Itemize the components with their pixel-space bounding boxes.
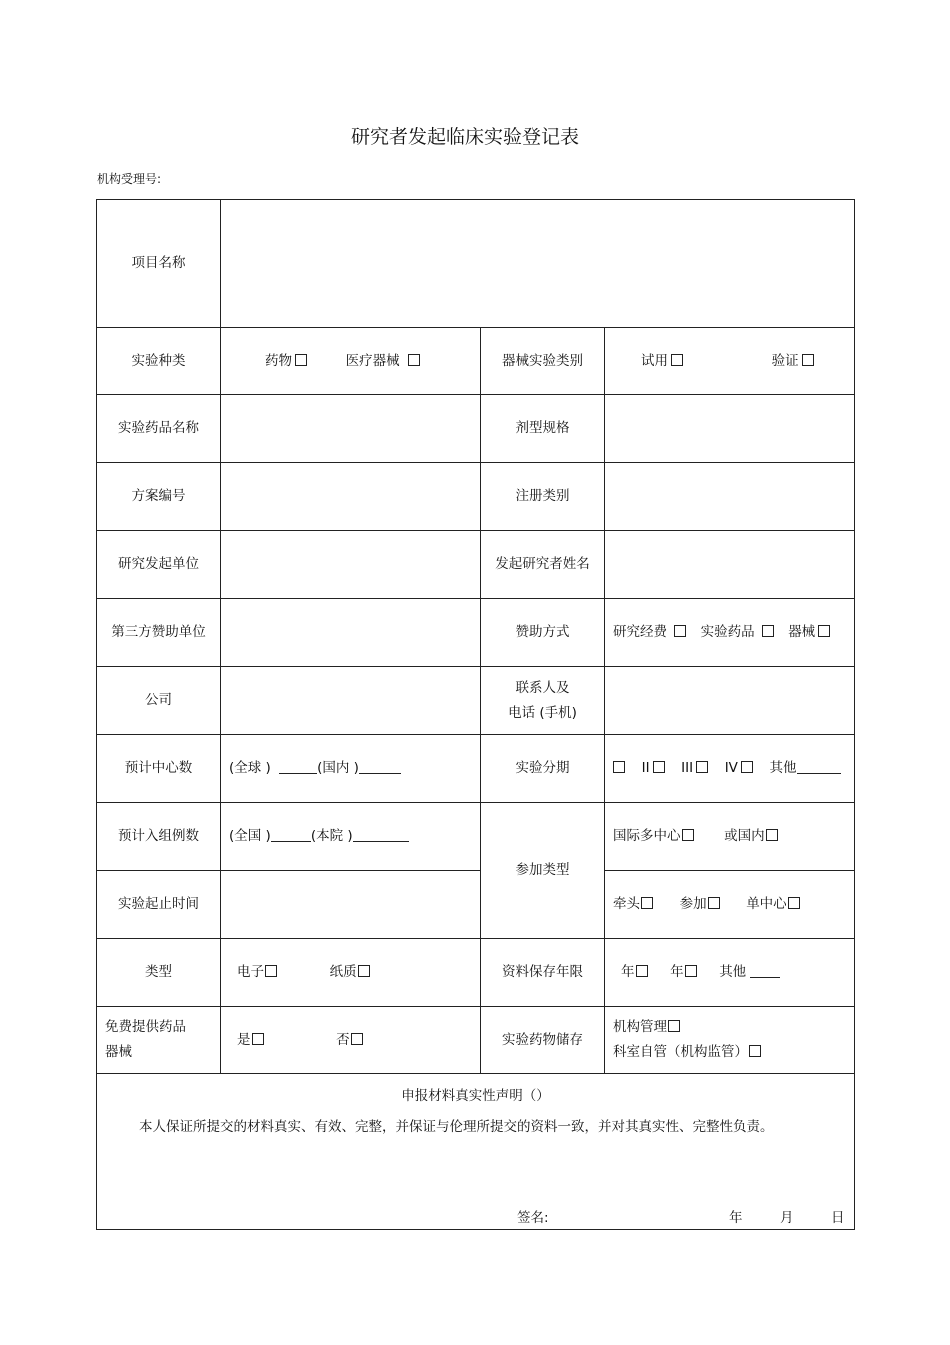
checkbox-electronic[interactable] <box>265 965 277 977</box>
label-global: (全球 ) <box>229 760 271 777</box>
option-domestic-label: 或国内 <box>724 828 765 845</box>
checkbox-single-center[interactable] <box>788 897 800 909</box>
field-exp-type <box>221 328 481 395</box>
date-month-label: 月 <box>780 1210 794 1226</box>
checkbox-research-fund[interactable] <box>674 625 686 637</box>
blank-hospital[interactable] <box>353 829 409 842</box>
label-project-name: 项目名称 <box>97 200 221 328</box>
institution-number-label: 机构受理号: <box>97 172 162 186</box>
field-centers <box>221 735 481 803</box>
checkbox-domestic[interactable] <box>766 829 778 841</box>
label-free-supply <box>97 1007 221 1074</box>
blank-phase-other[interactable] <box>797 761 841 774</box>
field-third-party[interactable] <box>221 599 481 667</box>
label-third-party: 第三方赞助单位 <box>97 599 221 667</box>
label-free-supply-line1: 免费提供药品 <box>105 1019 186 1036</box>
option-inst-mgmt-label: 机构管理 <box>613 1019 667 1036</box>
field-reg-category[interactable] <box>605 463 855 531</box>
label-participation: 参加类型 <box>481 803 605 939</box>
option-retention-other-label: 其他 <box>719 964 747 981</box>
checkbox-phase-1[interactable] <box>613 761 625 773</box>
label-device-exp-category: 器械实验类别 <box>481 328 605 395</box>
option-exp-drug-label: 实验药品 <box>700 624 755 641</box>
option-research-fund-label: 研究经费 <box>613 624 667 641</box>
label-exp-type: 实验种类 <box>97 328 221 395</box>
field-sponsor-investigator[interactable] <box>605 531 855 599</box>
field-storage <box>605 1007 855 1074</box>
checkbox-phase-2[interactable] <box>653 761 665 773</box>
label-period: 实验起止时间 <box>97 871 221 939</box>
checkbox-lead[interactable] <box>641 897 653 909</box>
label-enrollment: 预计入组例数 <box>97 803 221 871</box>
checkbox-phase-4[interactable] <box>741 761 753 773</box>
option-year-b-label: 年 <box>670 964 684 981</box>
field-funding-mode <box>605 599 855 667</box>
option-join-label: 参加 <box>679 896 707 913</box>
checkbox-drug[interactable] <box>295 354 307 366</box>
checkbox-exp-drug[interactable] <box>762 625 774 637</box>
declaration-body: 本人保证所提交的材料真实、有效、完整，并保证与伦理所提交的资料一致，并对其真实性、完整性负责。 <box>139 1119 774 1135</box>
page-title: 研究者发起临床实验登记表 <box>350 126 579 148</box>
option-electronic-label: 电子 <box>237 964 264 981</box>
field-free-supply <box>221 1007 481 1074</box>
checkbox-paper[interactable] <box>358 965 370 977</box>
label-sponsor-investigator: 发起研究者姓名 <box>481 531 605 599</box>
checkbox-trial[interactable] <box>671 354 683 366</box>
blank-national[interactable] <box>271 829 311 842</box>
blank-retention-other[interactable] <box>750 965 780 978</box>
field-project-name[interactable] <box>221 200 855 328</box>
label-hospital: (本院 ) <box>310 828 353 845</box>
checkbox-dept-mgmt[interactable] <box>749 1045 761 1057</box>
field-participation-role <box>605 871 855 939</box>
checkbox-intl-multi[interactable] <box>682 829 694 841</box>
checkbox-join[interactable] <box>708 897 720 909</box>
checkbox-inst-mgmt[interactable] <box>668 1020 680 1032</box>
label-sponsor-unit: 研究发起单位 <box>97 531 221 599</box>
label-contact-line1: 联系人及 <box>515 679 570 696</box>
label-contact <box>481 667 605 735</box>
label-funding-mode: 赞助方式 <box>481 599 605 667</box>
date-year-label: 年 <box>729 1210 743 1226</box>
label-free-supply-line2: 器械 <box>105 1044 132 1060</box>
field-company[interactable] <box>221 667 481 735</box>
checkbox-yes[interactable] <box>252 1033 264 1045</box>
field-retention <box>605 939 855 1007</box>
label-type: 类型 <box>97 939 221 1007</box>
checkbox-no[interactable] <box>351 1033 363 1045</box>
label-centers: 预计中心数 <box>97 735 221 803</box>
field-sponsor-unit[interactable] <box>221 531 481 599</box>
field-device-exp-category <box>605 328 855 395</box>
declaration-section <box>97 1074 855 1230</box>
label-storage: 实验药物储存 <box>481 1007 605 1074</box>
option-phase-2-label: II <box>641 760 650 777</box>
label-drug-name: 实验药品名称 <box>97 395 221 463</box>
label-protocol-no: 方案编号 <box>97 463 221 531</box>
option-phase-4-label: IV <box>724 760 738 777</box>
label-dosage-spec: 剂型规格 <box>481 395 605 463</box>
option-paper-label: 纸质 <box>329 964 357 981</box>
option-year-a-label: 年 <box>621 964 635 981</box>
option-lead-label: 牵头 <box>613 896 640 913</box>
checkbox-phase-3[interactable] <box>696 761 708 773</box>
option-intl-multi-label: 国际多中心 <box>613 828 681 845</box>
date-day-label: 日 <box>831 1210 845 1226</box>
field-contact[interactable] <box>605 667 855 735</box>
label-company: 公司 <box>97 667 221 735</box>
field-drug-name[interactable] <box>221 395 481 463</box>
option-dept-mgmt-label: 科室自管（机构监管） <box>613 1044 748 1060</box>
option-drug-label: 药物 <box>265 352 292 369</box>
field-participation-scope <box>605 803 855 871</box>
checkbox-year-b[interactable] <box>685 965 697 977</box>
registration-form <box>96 199 855 1230</box>
blank-domestic[interactable] <box>359 761 401 774</box>
option-phase-3-label: III <box>681 760 694 777</box>
option-yes-label: 是 <box>237 1031 251 1048</box>
label-reg-category: 注册类别 <box>481 463 605 531</box>
checkbox-validation[interactable] <box>802 354 814 366</box>
label-domestic: (国内 ) <box>317 760 359 777</box>
option-trial-label: 试用 <box>641 352 668 369</box>
option-phase-other-label: 其他 <box>769 760 797 777</box>
checkbox-device[interactable] <box>408 354 420 366</box>
field-type <box>221 939 481 1007</box>
field-phase <box>605 735 855 803</box>
option-equipment-label: 器械 <box>788 624 816 641</box>
declaration-title: 申报材料真实性声明（） <box>401 1088 550 1104</box>
signature-label: 签名: <box>517 1210 549 1226</box>
label-national: (全国 ) <box>229 828 271 845</box>
blank-global[interactable] <box>279 761 317 774</box>
label-phase: 实验分期 <box>481 735 605 803</box>
option-no-label: 否 <box>336 1031 350 1048</box>
option-single-center-label: 单中心 <box>746 896 787 913</box>
checkbox-year-a[interactable] <box>636 965 648 977</box>
label-retention: 资料保存年限 <box>481 939 605 1007</box>
field-enrollment <box>221 803 481 871</box>
checkbox-equipment[interactable] <box>818 625 830 637</box>
field-period[interactable] <box>221 871 481 939</box>
field-dosage-spec[interactable] <box>605 395 855 463</box>
label-contact-line2: 电话 (手机) <box>508 704 577 721</box>
option-device-label: 医疗器械 <box>345 352 400 369</box>
field-protocol-no[interactable] <box>221 463 481 531</box>
option-validation-label: 验证 <box>771 352 799 369</box>
